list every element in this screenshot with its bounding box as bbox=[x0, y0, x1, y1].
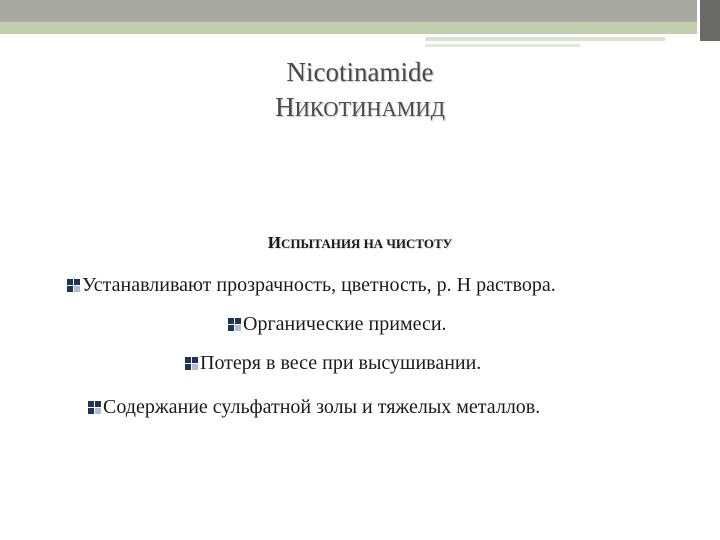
square-bullet-icon bbox=[185, 357, 198, 370]
bullet-item bbox=[67, 274, 556, 297]
top-band-dark-corner bbox=[700, 0, 720, 41]
top-band-gray bbox=[0, 0, 720, 22]
slide-title-russian-initial: Н bbox=[275, 92, 295, 122]
section-heading-rest: СПЫТАНИЯ НА ЧИСТОТУ bbox=[281, 236, 453, 251]
square-bullet-icon bbox=[67, 279, 80, 292]
top-band-line bbox=[425, 37, 665, 41]
square-bullet-icon bbox=[88, 401, 101, 414]
bullet-text: Содержание сульфатной золы и тяжелых металлов. bbox=[103, 396, 541, 418]
slide-title-russian bbox=[0, 92, 720, 123]
bullet-item bbox=[88, 396, 540, 419]
bullet-text: Потеря в весе при высушивании. bbox=[200, 352, 482, 374]
top-band-green bbox=[0, 22, 720, 34]
slide-title-russian-rest: ИКОТИНАМИД bbox=[294, 97, 445, 121]
bullet-item bbox=[228, 313, 447, 336]
square-bullet-icon bbox=[228, 318, 241, 331]
slide-title-latin: Nicotinamide bbox=[286, 57, 434, 87]
bullet-item bbox=[185, 352, 481, 375]
top-band-line-short bbox=[425, 44, 580, 47]
section-heading bbox=[0, 233, 720, 253]
section-heading-initial: И bbox=[267, 233, 282, 252]
bullet-text: Устанавливают прозрачность, цветность, р. Н раствора. bbox=[82, 274, 556, 296]
bullet-text: Органические примеси. bbox=[243, 313, 447, 335]
